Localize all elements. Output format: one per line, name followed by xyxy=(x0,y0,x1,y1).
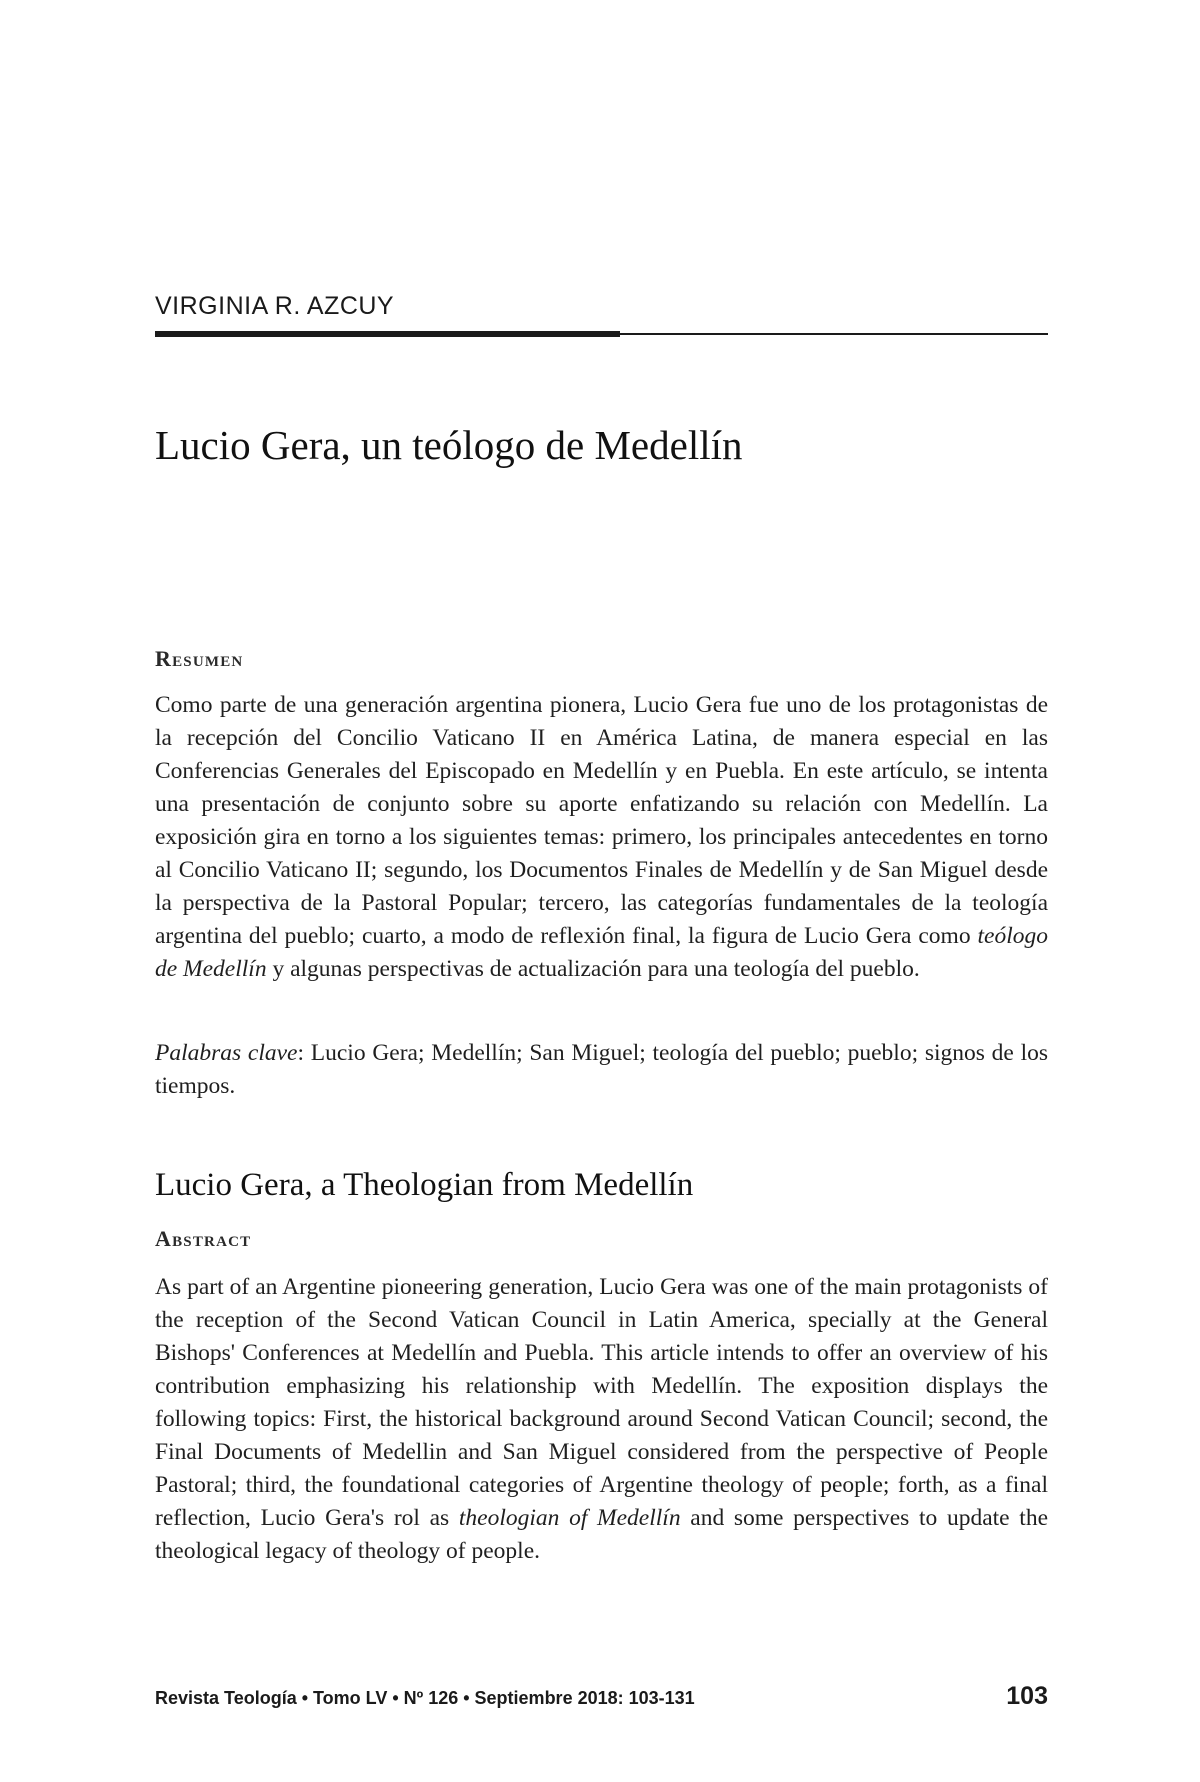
english-title: Lucio Gera, a Theologian from Medellín xyxy=(155,1167,694,1203)
resumen-text-emphasis: teólogo de Medellín xyxy=(155,923,1048,982)
resumen-text-start: Como parte de una generación argentina pionera, Lucio Gera fue uno de los protagonistas de la recepción del Concilio Vaticano II en América Latina, de manera especial en las Conferencias Generales del Episcopado en Medellín y en Puebla. En este artículo, se intenta una presentación de conjunto sobre su aporte enfatizando su relación con Medellín. La exposición gira en torno a los siguientes temas: primero, los principales antecedentes en torno al Concilio Vaticano II; segundo, los Documentos Finales de Medellín y de San Miguel desde la perspectiva de la Pastoral Popular; tercero, las categorías fundamentales de la teología argentina del pueblo; cuarto, a modo de reflexión final, la figura de Lucio Gera como xyxy=(155,692,1048,949)
article-title: Lucio Gera, un teólogo de Medellín xyxy=(155,422,743,468)
journal-citation: Revista Teología • Tomo LV • Nº 126 • Septiembre 2018: 103-131 xyxy=(155,1688,695,1708)
abstract-paragraph xyxy=(155,1271,1048,1568)
keywords-paragraph xyxy=(155,1037,1048,1103)
abstract-text-emphasis: theologian of Medellín xyxy=(458,1505,681,1531)
paper-page xyxy=(155,0,1048,1782)
resumen-heading: Resumen xyxy=(155,646,244,671)
header-rule-accent xyxy=(155,331,620,337)
author-name: VIRGINIA R. AZCUY xyxy=(155,292,395,320)
page-number: 103 xyxy=(1006,1682,1048,1710)
abstract-text-end: and some perspectives to update the theological legacy of theology of people. xyxy=(155,1505,1049,1564)
page-footer xyxy=(155,1682,1048,1711)
keywords-label: Palabras clave xyxy=(155,1040,298,1066)
abstract-heading: Abstract xyxy=(155,1226,252,1251)
resumen-text-end: y algunas perspectivas de actualización para una teología del pueblo. xyxy=(266,956,920,982)
abstract-text-start: As part of an Argentine pioneering generation, Lucio Gera was one of the main protagonists of the reception of the Second Vatican Council in Latin America, specially at the General Bishops' Conferences at Medellín and Puebla. This article intends to offer an overview of his contribution emphasizing his relationship with Medellín. The exposition displays the following topics: First, the historical background around Second Vatican Council; second, the Final Documents of Medellin and San Miguel considered from the perspective of People Pastoral; third, the foundational categories of Argentine theology of people; forth, as a final reflection, Lucio Gera's rol as xyxy=(155,1274,1048,1531)
keywords-text: : Lucio Gera; Medellín; San Miguel; teología del pueblo; pueblo; signos de los tiempos. xyxy=(155,1040,1049,1099)
resumen-paragraph xyxy=(155,689,1048,986)
